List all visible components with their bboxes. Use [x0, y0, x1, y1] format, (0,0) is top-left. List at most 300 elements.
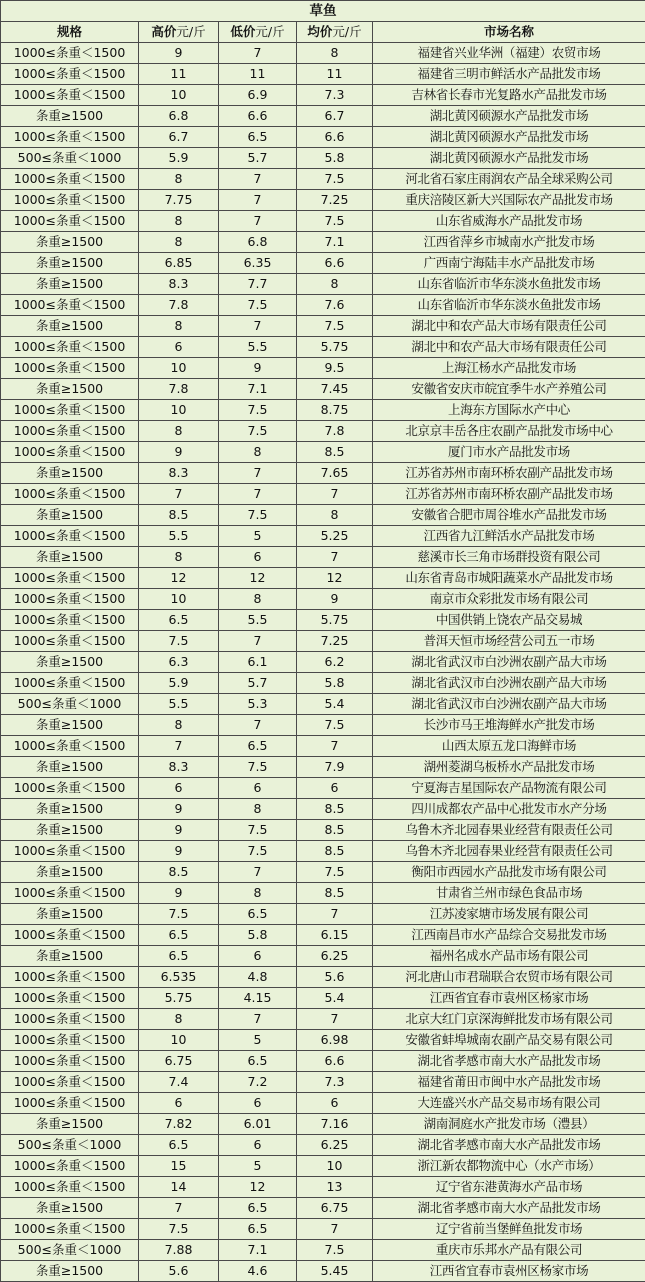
table-row — [1, 148, 645, 169]
cell-low: 6 — [219, 946, 297, 967]
table-row — [1, 799, 645, 820]
header-avg — [297, 22, 373, 43]
cell-low: 7 — [219, 169, 297, 190]
table-row — [1, 1009, 645, 1030]
header-high — [139, 22, 219, 43]
cell-avg: 5.75 — [297, 610, 373, 631]
cell-low: 6 — [219, 778, 297, 799]
cell-low: 6 — [219, 547, 297, 568]
cell-market: 山西太原五龙口海鲜市场 — [373, 736, 645, 757]
cell-market: 四川成都农产品中心批发市水产分场 — [373, 799, 645, 820]
cell-high: 8.3 — [139, 757, 219, 778]
table-row — [1, 127, 645, 148]
cell-spec: 1000≤条重＜1500 — [1, 1156, 139, 1177]
cell-avg: 5.8 — [297, 673, 373, 694]
cell-low: 9 — [219, 358, 297, 379]
cell-spec: 条重≥1500 — [1, 799, 139, 820]
cell-high: 15 — [139, 1156, 219, 1177]
cell-market: 浙江新农都物流中心（水产市场） — [373, 1156, 645, 1177]
header-high-label: 高价 — [151, 24, 177, 39]
cell-spec: 500≤条重＜1000 — [1, 1240, 139, 1261]
cell-high: 8.5 — [139, 862, 219, 883]
table-row — [1, 862, 645, 883]
cell-spec: 条重≥1500 — [1, 1198, 139, 1219]
cell-avg: 7.3 — [297, 85, 373, 106]
cell-market: 江西南昌市水产品综合交易批发市场 — [373, 925, 645, 946]
cell-low: 6.5 — [219, 1051, 297, 1072]
cell-avg: 6.2 — [297, 652, 373, 673]
cell-low: 7 — [219, 43, 297, 64]
table-title: 草鱼 — [1, 1, 645, 22]
cell-avg: 7.5 — [297, 862, 373, 883]
cell-market: 厦门市水产品批发市场 — [373, 442, 645, 463]
cell-avg: 7.25 — [297, 190, 373, 211]
cell-avg: 7.5 — [297, 316, 373, 337]
cell-market: 宁夏海吉星国际农产品物流有限公司 — [373, 778, 645, 799]
cell-spec: 1000≤条重＜1500 — [1, 358, 139, 379]
cell-market: 北京京丰岳各庄农副产品批发市场中心 — [373, 421, 645, 442]
table-row — [1, 904, 645, 925]
cell-high: 6.5 — [139, 610, 219, 631]
header-avg-unit: 元/斤 — [332, 24, 362, 39]
cell-avg: 7 — [297, 904, 373, 925]
cell-spec: 1000≤条重＜1500 — [1, 169, 139, 190]
cell-low: 5.3 — [219, 694, 297, 715]
cell-high: 6.535 — [139, 967, 219, 988]
cell-spec: 条重≥1500 — [1, 652, 139, 673]
cell-avg: 6.25 — [297, 946, 373, 967]
cell-low: 7.1 — [219, 379, 297, 400]
cell-market: 辽宁省东港黄海水产品市场 — [373, 1177, 645, 1198]
cell-avg: 6.6 — [297, 1051, 373, 1072]
cell-high: 6 — [139, 778, 219, 799]
table-body — [1, 43, 645, 1282]
cell-low: 6.5 — [219, 1219, 297, 1240]
cell-high: 7.5 — [139, 631, 219, 652]
cell-high: 10 — [139, 589, 219, 610]
cell-high: 6.3 — [139, 652, 219, 673]
table-row — [1, 1240, 645, 1261]
table-row — [1, 337, 645, 358]
cell-high: 7 — [139, 1198, 219, 1219]
cell-spec: 1000≤条重＜1500 — [1, 526, 139, 547]
cell-spec: 1000≤条重＜1500 — [1, 631, 139, 652]
cell-avg: 8 — [297, 274, 373, 295]
cell-low: 5.8 — [219, 925, 297, 946]
table-row — [1, 1156, 645, 1177]
table-row — [1, 652, 645, 673]
cell-avg: 8.5 — [297, 883, 373, 904]
cell-spec: 1000≤条重＜1500 — [1, 484, 139, 505]
cell-low: 5 — [219, 1156, 297, 1177]
cell-avg: 7.5 — [297, 211, 373, 232]
cell-spec: 1000≤条重＜1500 — [1, 64, 139, 85]
cell-avg: 7.6 — [297, 295, 373, 316]
cell-avg: 7.5 — [297, 1240, 373, 1261]
cell-low: 8 — [219, 589, 297, 610]
cell-spec: 1000≤条重＜1500 — [1, 1219, 139, 1240]
cell-high: 9 — [139, 43, 219, 64]
cell-market: 湖北省武汉市白沙洲农副产品大市场 — [373, 673, 645, 694]
cell-market: 中国供销上饶农产品交易城 — [373, 610, 645, 631]
cell-high: 6.5 — [139, 1135, 219, 1156]
cell-spec: 1000≤条重＜1500 — [1, 85, 139, 106]
cell-spec: 1000≤条重＜1500 — [1, 400, 139, 421]
cell-low: 5 — [219, 1030, 297, 1051]
cell-avg: 5.75 — [297, 337, 373, 358]
cell-market: 乌鲁木齐北园春果业经营有限责任公司 — [373, 820, 645, 841]
cell-market: 吉林省长春市光复路水产品批发市场 — [373, 85, 645, 106]
cell-avg: 8.5 — [297, 841, 373, 862]
cell-spec: 1000≤条重＜1500 — [1, 589, 139, 610]
cell-high: 10 — [139, 85, 219, 106]
cell-avg: 6.98 — [297, 1030, 373, 1051]
cell-spec: 条重≥1500 — [1, 274, 139, 295]
cell-spec: 条重≥1500 — [1, 1261, 139, 1282]
cell-avg: 7.65 — [297, 463, 373, 484]
cell-market: 上海江杨水产品批发市场 — [373, 358, 645, 379]
cell-avg: 7 — [297, 547, 373, 568]
table-row — [1, 1051, 645, 1072]
table-row — [1, 253, 645, 274]
cell-high: 6.5 — [139, 946, 219, 967]
cell-spec: 1000≤条重＜1500 — [1, 43, 139, 64]
table-row — [1, 484, 645, 505]
cell-low: 7.5 — [219, 400, 297, 421]
cell-market: 江西省宜春市袁州区杨家市场 — [373, 988, 645, 1009]
table-row — [1, 610, 645, 631]
cell-low: 7.5 — [219, 421, 297, 442]
cell-avg: 7 — [297, 736, 373, 757]
cell-high: 10 — [139, 400, 219, 421]
cell-market: 福建省莆田市闽中水产品批发市场 — [373, 1072, 645, 1093]
cell-high: 7.5 — [139, 1219, 219, 1240]
cell-low: 6.5 — [219, 1198, 297, 1219]
cell-high: 6.8 — [139, 106, 219, 127]
cell-spec: 1000≤条重＜1500 — [1, 967, 139, 988]
cell-spec: 1000≤条重＜1500 — [1, 421, 139, 442]
cell-high: 8 — [139, 211, 219, 232]
cell-spec: 500≤条重＜1000 — [1, 148, 139, 169]
table-row — [1, 1114, 645, 1135]
cell-spec: 1000≤条重＜1500 — [1, 127, 139, 148]
cell-low: 6.6 — [219, 106, 297, 127]
cell-avg: 12 — [297, 568, 373, 589]
cell-high: 6 — [139, 1093, 219, 1114]
cell-avg: 7.25 — [297, 631, 373, 652]
cell-spec: 条重≥1500 — [1, 505, 139, 526]
table-row — [1, 547, 645, 568]
table-row — [1, 379, 645, 400]
cell-avg: 7.3 — [297, 1072, 373, 1093]
cell-low: 7 — [219, 211, 297, 232]
cell-high: 7.82 — [139, 1114, 219, 1135]
cell-high: 7.5 — [139, 904, 219, 925]
cell-spec: 1000≤条重＜1500 — [1, 211, 139, 232]
cell-market: 江苏省苏州市南环桥农副产品批发市场 — [373, 463, 645, 484]
cell-high: 8.3 — [139, 274, 219, 295]
table-row — [1, 820, 645, 841]
cell-spec: 条重≥1500 — [1, 106, 139, 127]
cell-market: 乌鲁木齐北园春果业经营有限责任公司 — [373, 841, 645, 862]
cell-market: 河北唐山市君瑞联合农贸市场有限公司 — [373, 967, 645, 988]
header-low-unit: 元/斤 — [255, 24, 285, 39]
cell-market: 安徽省安庆市皖宜季牛水产养殖公司 — [373, 379, 645, 400]
cell-low: 6.8 — [219, 232, 297, 253]
cell-high: 7.8 — [139, 295, 219, 316]
cell-high: 8.3 — [139, 463, 219, 484]
cell-high: 8.5 — [139, 505, 219, 526]
cell-low: 7.5 — [219, 841, 297, 862]
cell-high: 7.75 — [139, 190, 219, 211]
table-row — [1, 421, 645, 442]
cell-high: 5.5 — [139, 694, 219, 715]
table-row — [1, 715, 645, 736]
cell-avg: 11 — [297, 64, 373, 85]
cell-market: 广西南宁海陆丰水产品批发市场 — [373, 253, 645, 274]
table-row — [1, 967, 645, 988]
cell-avg: 6 — [297, 1093, 373, 1114]
cell-high: 8 — [139, 316, 219, 337]
table-row — [1, 1198, 645, 1219]
cell-market: 慈溪市长三角市场群投资有限公司 — [373, 547, 645, 568]
cell-spec: 条重≥1500 — [1, 757, 139, 778]
table-row — [1, 1219, 645, 1240]
cell-low: 8 — [219, 442, 297, 463]
table-row — [1, 43, 645, 64]
table-row — [1, 925, 645, 946]
table-row — [1, 85, 645, 106]
cell-low: 7 — [219, 631, 297, 652]
cell-high: 12 — [139, 568, 219, 589]
cell-spec: 1000≤条重＜1500 — [1, 925, 139, 946]
cell-market: 山东省临沂市华东淡水鱼批发市场 — [373, 295, 645, 316]
cell-market: 上海东方国际水产中心 — [373, 400, 645, 421]
cell-high: 8 — [139, 232, 219, 253]
cell-market: 衡阳市西园水产品批发市场有限公司 — [373, 862, 645, 883]
cell-high: 14 — [139, 1177, 219, 1198]
cell-high: 5.5 — [139, 526, 219, 547]
cell-high: 8 — [139, 169, 219, 190]
cell-spec: 1000≤条重＜1500 — [1, 673, 139, 694]
table-row — [1, 1261, 645, 1282]
header-market: 市场名称 — [373, 22, 645, 43]
cell-spec: 1000≤条重＜1500 — [1, 1030, 139, 1051]
cell-avg: 13 — [297, 1177, 373, 1198]
cell-low: 11 — [219, 64, 297, 85]
table-row — [1, 673, 645, 694]
cell-spec: 1000≤条重＜1500 — [1, 1177, 139, 1198]
table-row — [1, 1135, 645, 1156]
cell-avg: 6.7 — [297, 106, 373, 127]
cell-low: 12 — [219, 568, 297, 589]
table-row — [1, 295, 645, 316]
cell-low: 5 — [219, 526, 297, 547]
table-row — [1, 463, 645, 484]
cell-avg: 7.45 — [297, 379, 373, 400]
cell-avg: 8 — [297, 43, 373, 64]
cell-avg: 6.75 — [297, 1198, 373, 1219]
cell-market: 湖北黄冈硕源水产品批发市场 — [373, 148, 645, 169]
cell-market: 长沙市马王堆海鲜水产批发市场 — [373, 715, 645, 736]
cell-spec: 1000≤条重＜1500 — [1, 883, 139, 904]
cell-low: 5.7 — [219, 673, 297, 694]
cell-low: 7 — [219, 463, 297, 484]
cell-market: 山东省威海水产品批发市场 — [373, 211, 645, 232]
cell-market: 重庆市乐邦水产品有限公司 — [373, 1240, 645, 1261]
cell-market: 湖南洞庭水产批发市场（澧县） — [373, 1114, 645, 1135]
cell-low: 7 — [219, 862, 297, 883]
cell-spec: 1000≤条重＜1500 — [1, 568, 139, 589]
cell-high: 5.75 — [139, 988, 219, 1009]
cell-market: 湖北中和农产品大市场有限责任公司 — [373, 316, 645, 337]
cell-market: 福建省三明市鲜活水产品批发市场 — [373, 64, 645, 85]
cell-spec: 1000≤条重＜1500 — [1, 736, 139, 757]
cell-market: 湖北黄冈硕源水产品批发市场 — [373, 127, 645, 148]
cell-avg: 5.4 — [297, 988, 373, 1009]
cell-market: 江苏凌家塘市场发展有限公司 — [373, 904, 645, 925]
cell-market: 湖北中和农产品大市场有限责任公司 — [373, 337, 645, 358]
cell-market: 江西省萍乡市城南水产批发市场 — [373, 232, 645, 253]
cell-low: 7.5 — [219, 505, 297, 526]
cell-avg: 8.5 — [297, 799, 373, 820]
table-row — [1, 946, 645, 967]
table-row — [1, 274, 645, 295]
table-row — [1, 883, 645, 904]
header-low-label: 低价 — [230, 24, 256, 39]
cell-avg: 5.45 — [297, 1261, 373, 1282]
table-row — [1, 589, 645, 610]
cell-avg: 6 — [297, 778, 373, 799]
cell-spec: 1000≤条重＜1500 — [1, 778, 139, 799]
cell-low: 6.35 — [219, 253, 297, 274]
cell-spec: 500≤条重＜1000 — [1, 1135, 139, 1156]
table-row — [1, 568, 645, 589]
cell-high: 7 — [139, 736, 219, 757]
cell-avg: 8.5 — [297, 442, 373, 463]
cell-spec: 条重≥1500 — [1, 316, 139, 337]
cell-high: 8 — [139, 1009, 219, 1030]
cell-spec: 条重≥1500 — [1, 379, 139, 400]
cell-avg: 6.25 — [297, 1135, 373, 1156]
table-row — [1, 631, 645, 652]
cell-low: 7 — [219, 484, 297, 505]
cell-avg: 10 — [297, 1156, 373, 1177]
cell-spec: 1000≤条重＜1500 — [1, 337, 139, 358]
cell-avg: 6.6 — [297, 127, 373, 148]
cell-low: 12 — [219, 1177, 297, 1198]
cell-spec: 条重≥1500 — [1, 232, 139, 253]
cell-avg: 8.5 — [297, 820, 373, 841]
table-row — [1, 841, 645, 862]
cell-avg: 7.5 — [297, 715, 373, 736]
cell-market: 山东省青岛市城阳蔬菜水产品批发市场 — [373, 568, 645, 589]
cell-high: 9 — [139, 820, 219, 841]
cell-market: 江苏省苏州市南环桥农副产品批发市场 — [373, 484, 645, 505]
cell-spec: 1000≤条重＜1500 — [1, 190, 139, 211]
cell-high: 9 — [139, 799, 219, 820]
cell-spec: 条重≥1500 — [1, 463, 139, 484]
cell-low: 4.6 — [219, 1261, 297, 1282]
cell-avg: 7.9 — [297, 757, 373, 778]
table-row — [1, 169, 645, 190]
cell-high: 5.9 — [139, 148, 219, 169]
table-row — [1, 1177, 645, 1198]
table-row — [1, 358, 645, 379]
cell-high: 8 — [139, 715, 219, 736]
header-spec: 规格 — [1, 22, 139, 43]
cell-low: 5.5 — [219, 337, 297, 358]
cell-low: 7 — [219, 1009, 297, 1030]
header-avg-label: 均价 — [307, 24, 333, 39]
cell-avg: 8 — [297, 505, 373, 526]
cell-spec: 条重≥1500 — [1, 946, 139, 967]
cell-market: 南京市众彩批发市场有限公司 — [373, 589, 645, 610]
cell-high: 6.75 — [139, 1051, 219, 1072]
table-row — [1, 757, 645, 778]
table-row — [1, 1072, 645, 1093]
cell-low: 7.2 — [219, 1072, 297, 1093]
cell-low: 6 — [219, 1093, 297, 1114]
cell-spec: 条重≥1500 — [1, 820, 139, 841]
cell-high: 7 — [139, 484, 219, 505]
cell-market: 甘肃省兰州市绿色食品市场 — [373, 883, 645, 904]
cell-low: 7 — [219, 190, 297, 211]
cell-high: 8 — [139, 421, 219, 442]
cell-avg: 7 — [297, 1219, 373, 1240]
cell-market: 重庆涪陵区新大兴国际农产品批发市场 — [373, 190, 645, 211]
cell-high: 10 — [139, 358, 219, 379]
cell-low: 4.8 — [219, 967, 297, 988]
cell-spec: 条重≥1500 — [1, 253, 139, 274]
cell-avg: 5.6 — [297, 967, 373, 988]
cell-low: 6.5 — [219, 736, 297, 757]
cell-market: 河北省石家庄雨润农产品全球采购公司 — [373, 169, 645, 190]
cell-high: 6.7 — [139, 127, 219, 148]
cell-avg: 5.4 — [297, 694, 373, 715]
cell-low: 6.9 — [219, 85, 297, 106]
cell-high: 11 — [139, 64, 219, 85]
table-row — [1, 778, 645, 799]
cell-spec: 1000≤条重＜1500 — [1, 1093, 139, 1114]
cell-low: 7.5 — [219, 757, 297, 778]
cell-market: 山东省临沂市华东淡水鱼批发市场 — [373, 274, 645, 295]
cell-market: 安徽省蚌埠城南农副产品交易有限公司 — [373, 1030, 645, 1051]
cell-avg: 9 — [297, 589, 373, 610]
cell-avg: 7.8 — [297, 421, 373, 442]
cell-low: 7.5 — [219, 295, 297, 316]
cell-high: 7.8 — [139, 379, 219, 400]
cell-market: 大连盛兴水产品交易市场有限公司 — [373, 1093, 645, 1114]
table-row — [1, 505, 645, 526]
cell-low: 6.5 — [219, 127, 297, 148]
cell-market: 湖北黄冈硕源水产品批发市场 — [373, 106, 645, 127]
cell-avg: 6.6 — [297, 253, 373, 274]
cell-low: 6.1 — [219, 652, 297, 673]
cell-avg: 7.5 — [297, 169, 373, 190]
cell-low: 8 — [219, 883, 297, 904]
cell-high: 7.88 — [139, 1240, 219, 1261]
header-row — [1, 22, 645, 43]
cell-spec: 条重≥1500 — [1, 715, 139, 736]
cell-avg: 5.25 — [297, 526, 373, 547]
table-row — [1, 442, 645, 463]
cell-spec: 条重≥1500 — [1, 1114, 139, 1135]
cell-market: 安徽省合肥市周谷堆水产品批发市场 — [373, 505, 645, 526]
cell-spec: 1000≤条重＜1500 — [1, 841, 139, 862]
cell-market: 福州名成水产品市场有限公司 — [373, 946, 645, 967]
cell-avg: 8.75 — [297, 400, 373, 421]
